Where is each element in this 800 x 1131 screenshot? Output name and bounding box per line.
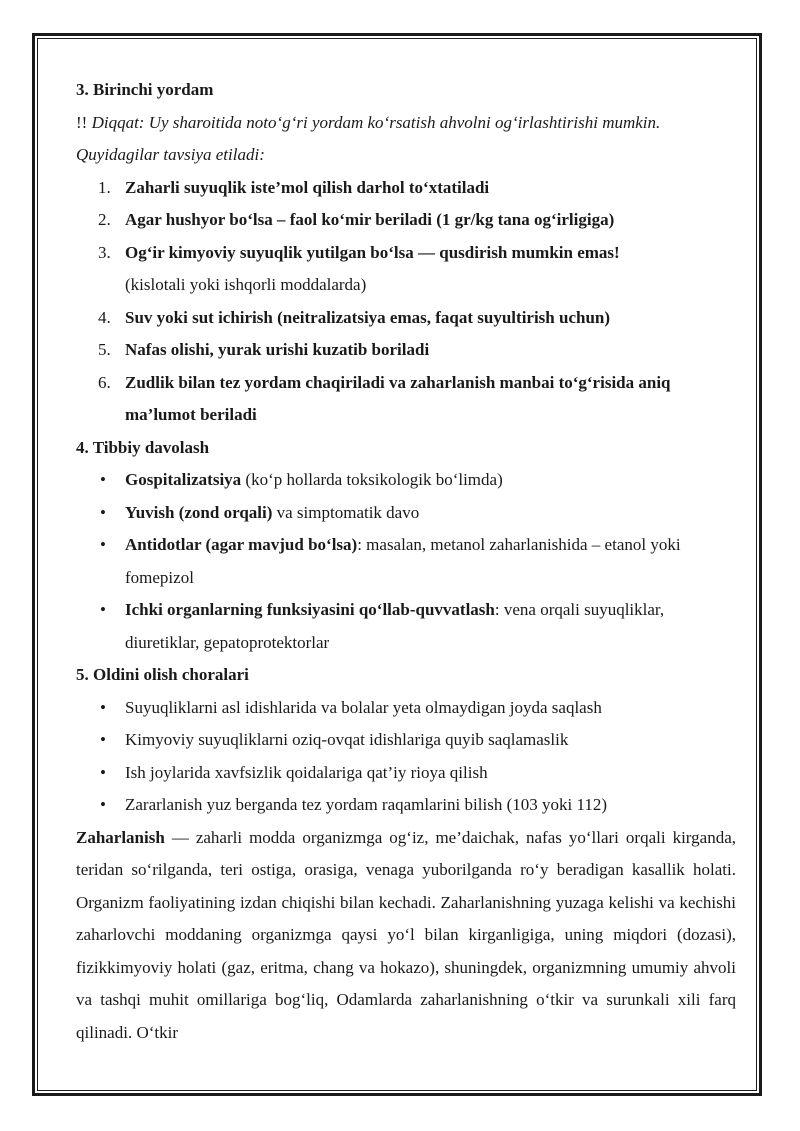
list-item: 3. Og‘ir kimyoviy suyuqlik yutilgan bo‘lsa — qusdirish mumkin emas! (kislotali yoki ishqorli moddalarda) xyxy=(76,237,736,302)
bullet-icon: • xyxy=(100,730,106,749)
section-4-heading: 4. Tibbiy davolash xyxy=(76,437,210,457)
recommendation-intro: Quyidagilar tavsiya etiladi: xyxy=(76,145,265,164)
list-item: 2. Agar hushyor bo‘lsa – faol ko‘mir beriladi (1 gr/kg tana og‘irligiga) xyxy=(98,210,615,229)
definition-paragraph xyxy=(76,822,736,1050)
definition-term: Zaharlanish xyxy=(76,827,165,847)
section-5-heading: 5. Oldini olish choralari xyxy=(76,665,249,684)
list-item: 6. Zudlik bilan tez yordam chaqiriladi va zaharlanish manbai to‘g‘risida aniq ma’lumot beriladi xyxy=(98,372,671,424)
bullet-icon: • xyxy=(100,470,106,489)
warning-mark: !! xyxy=(76,112,88,132)
bullet-icon: • xyxy=(100,600,106,619)
list-item: • Antidotlar (agar mavjud bo‘lsa): masalan, metanol zaharlanishida – etanol yoki fomepizol xyxy=(76,529,736,594)
list-item: • Suyuqliklarni asl idishlarida va bolalar yeta olmaydigan joyda saqlash xyxy=(76,692,736,725)
list-item: • Ish joylarida xavfsizlik qoidalariga qat’iy rioya qilish xyxy=(76,757,736,790)
treatment-list xyxy=(76,464,736,659)
prevention-list xyxy=(76,692,736,822)
section-3-heading: 3. Birinchi yordam xyxy=(76,80,214,99)
warning-text: Diqqat: Uy sharoitida noto‘g‘ri yordam ko‘rsatish ahvolni og‘irlashtirishi mumkin. xyxy=(91,112,661,132)
document-body xyxy=(76,74,736,1049)
list-item: 5. Nafas olishi, yurak urishi kuzatib boriladi xyxy=(98,340,430,359)
list-item: 4. Suv yoki sut ichirish (neitralizatsiya emas, faqat suyultirish uchun) xyxy=(98,307,611,327)
list-item: 1. Zaharli suyuqlik iste’mol qilish darhol to‘xtatiladi xyxy=(98,177,490,197)
bullet-icon: • xyxy=(100,697,106,717)
list-item: • Kimyoviy suyuqliklarni oziq-ovqat idishlariga quyib saqlamaslik xyxy=(76,724,736,757)
list-item: • Zararlanish yuz berganda tez yordam raqamlarini bilish (103 yoki 112) xyxy=(76,789,736,822)
first-aid-list xyxy=(76,172,736,432)
definition-text: — zaharli modda organizmga og‘iz, me’daichak, nafas yo‘llari orqali kirganda, teridan so‘rilganda, teri ostiga, orasiga, venaga yuborilganda ro‘y beradigan kasallik holati. Organizm faoliyatining izdan chiqishi bilan kechadi. Zaharlanishning yuzaga kelishi va kechishi zaharlovchi moddaning organizmga qaysi yo‘l bilan kirganligiga, uning miqdori (dozasi), fizikkimyoviy holati (gaz, eritma, chang va hokazo), shuningdek, organizmning umumiy ahvoli va tashqi muhit omillariga bog‘liq, Odamlarda zaharlanishning o‘tkir va surunkali xili farq qilinadi. O‘tkir xyxy=(76,827,736,1042)
bullet-icon: • xyxy=(100,795,106,814)
list-item: • Ichki organlarning funksiyasini qo‘llab-quvvatlash: vena orqali suyuqliklar, diuretiklar, gepatoprotektorlar xyxy=(76,594,736,659)
bullet-icon: • xyxy=(100,762,106,782)
bullet-icon: • xyxy=(100,502,106,522)
warning-line xyxy=(76,107,736,140)
list-item-note: (kislotali yoki ishqorli moddalarda) xyxy=(125,275,367,294)
bullet-icon: • xyxy=(100,535,106,554)
list-item: • Yuvish (zond orqali) va simptomatik davo xyxy=(76,497,736,530)
list-item: • Gospitalizatsiya (ko‘p hollarda toksikologik bo‘limda) xyxy=(76,464,736,497)
